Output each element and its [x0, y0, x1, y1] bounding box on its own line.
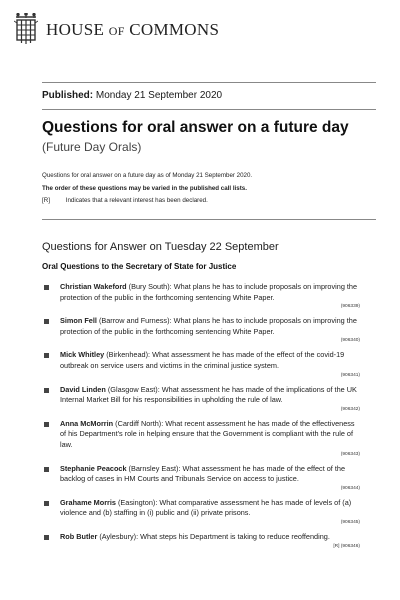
question-text: What assessment he has made of the effect of the backlog of cases in HM Courts and Tribunals Service on access to justice.	[60, 463, 346, 484]
question-item	[42, 385, 360, 413]
constituency: (Birkenhead):	[106, 350, 151, 360]
page-subtitle: (Future Day Orals)	[42, 140, 142, 154]
question-item	[42, 498, 360, 526]
day-heading: Questions for Answer on Tuesday 22 September	[42, 241, 279, 253]
divider	[42, 109, 376, 110]
member-name: Anna McMorrin	[60, 418, 114, 428]
member-name: David Linden	[60, 384, 106, 394]
question-text: What assessment he has made of the implications of the UK Internal Market Bill for his responsibilities in upholding the rule of law.	[60, 384, 357, 405]
question-text: What plans he has to include proposals on improving the protection of the public in the forthcoming sentencing White Paper.	[60, 282, 358, 302]
question-item	[42, 350, 360, 378]
portcullis-icon	[14, 13, 38, 47]
question-item	[42, 419, 360, 458]
bullet-icon	[44, 353, 49, 358]
constituency: (Barrow and Furness):	[98, 316, 172, 326]
intro-line: Questions for oral answer on a future day as of Monday 21 September 2020.	[42, 172, 253, 179]
question-item	[42, 464, 360, 492]
question-text: What recent assessment he has made of the effectiveness of his Department's role in helping ensure that the Government is compliant with the rule of law.	[60, 418, 355, 449]
bullet-icon	[44, 319, 49, 324]
question-item	[42, 282, 360, 310]
question-text: What steps his Department is taking to reduce reoffending.	[140, 531, 330, 541]
member-name: Christian Wakeford	[60, 282, 127, 291]
published-line	[42, 90, 222, 101]
intro-notes	[42, 170, 372, 208]
bullet-icon	[44, 422, 49, 427]
org-name: HOUSE OF COMMONS	[46, 20, 220, 39]
divider	[42, 82, 376, 83]
member-name: Rob Butler	[60, 531, 98, 541]
page-title: Questions for oral answer on a future day	[42, 119, 349, 136]
bullet-icon	[44, 535, 49, 540]
bullet-icon	[44, 467, 49, 472]
question-ref: (906341)	[340, 372, 360, 378]
bullet-icon	[44, 501, 49, 506]
question-item	[42, 316, 360, 344]
constituency: (Barnsley East):	[128, 463, 181, 473]
question-ref: (906345)	[340, 519, 360, 525]
question-ref: (906344)	[340, 485, 360, 491]
questions-list	[42, 282, 360, 556]
question-item	[42, 532, 360, 550]
member-name: Stephanie Peacock	[60, 463, 127, 473]
published-date: Monday 21 September 2020	[95, 90, 223, 101]
constituency: (Cardiff North):	[115, 418, 164, 428]
intro-line: The order of these questions may be varied in the published call lists.	[42, 184, 247, 192]
member-name: Grahame Morris	[60, 497, 116, 507]
constituency: (Glasgow East):	[107, 384, 160, 394]
question-ref: (906342)	[340, 406, 360, 412]
question-ref: [R] (906346)	[333, 543, 360, 549]
interest-tag: [R]	[42, 197, 50, 204]
question-text: What comparative assessment he has made of levels of (a) violence and (b) staffing in (i) public and (ii) private prisons.	[60, 497, 352, 518]
intro-line	[42, 195, 372, 208]
published-label: Published:	[42, 90, 94, 101]
divider	[42, 219, 376, 220]
question-ref: (906343)	[340, 451, 360, 457]
page-header	[14, 10, 219, 50]
question-ref: (906339)	[340, 304, 360, 310]
bullet-icon	[44, 388, 49, 393]
member-name: Mick Whitley	[60, 350, 105, 360]
department-heading: Oral Questions to the Secretary of State for Justice	[42, 262, 237, 271]
member-name: Simon Fell	[60, 316, 97, 326]
question-ref: (906340)	[340, 338, 360, 344]
constituency: (Easington):	[118, 497, 158, 507]
constituency: (Bury South):	[128, 282, 172, 291]
question-text: What plans he has to include proposals on improving the protection of the public in the forthcoming sentencing White Paper.	[60, 316, 357, 336]
interest-note: Indicates that a relevant interest has been declared.	[65, 197, 208, 204]
question-text: What assessment he has made of the effect of the covid-19 outbreak on service users and victims in the criminal justice system.	[60, 350, 345, 370]
bullet-icon	[44, 285, 49, 290]
constituency: (Aylesbury):	[99, 531, 139, 541]
